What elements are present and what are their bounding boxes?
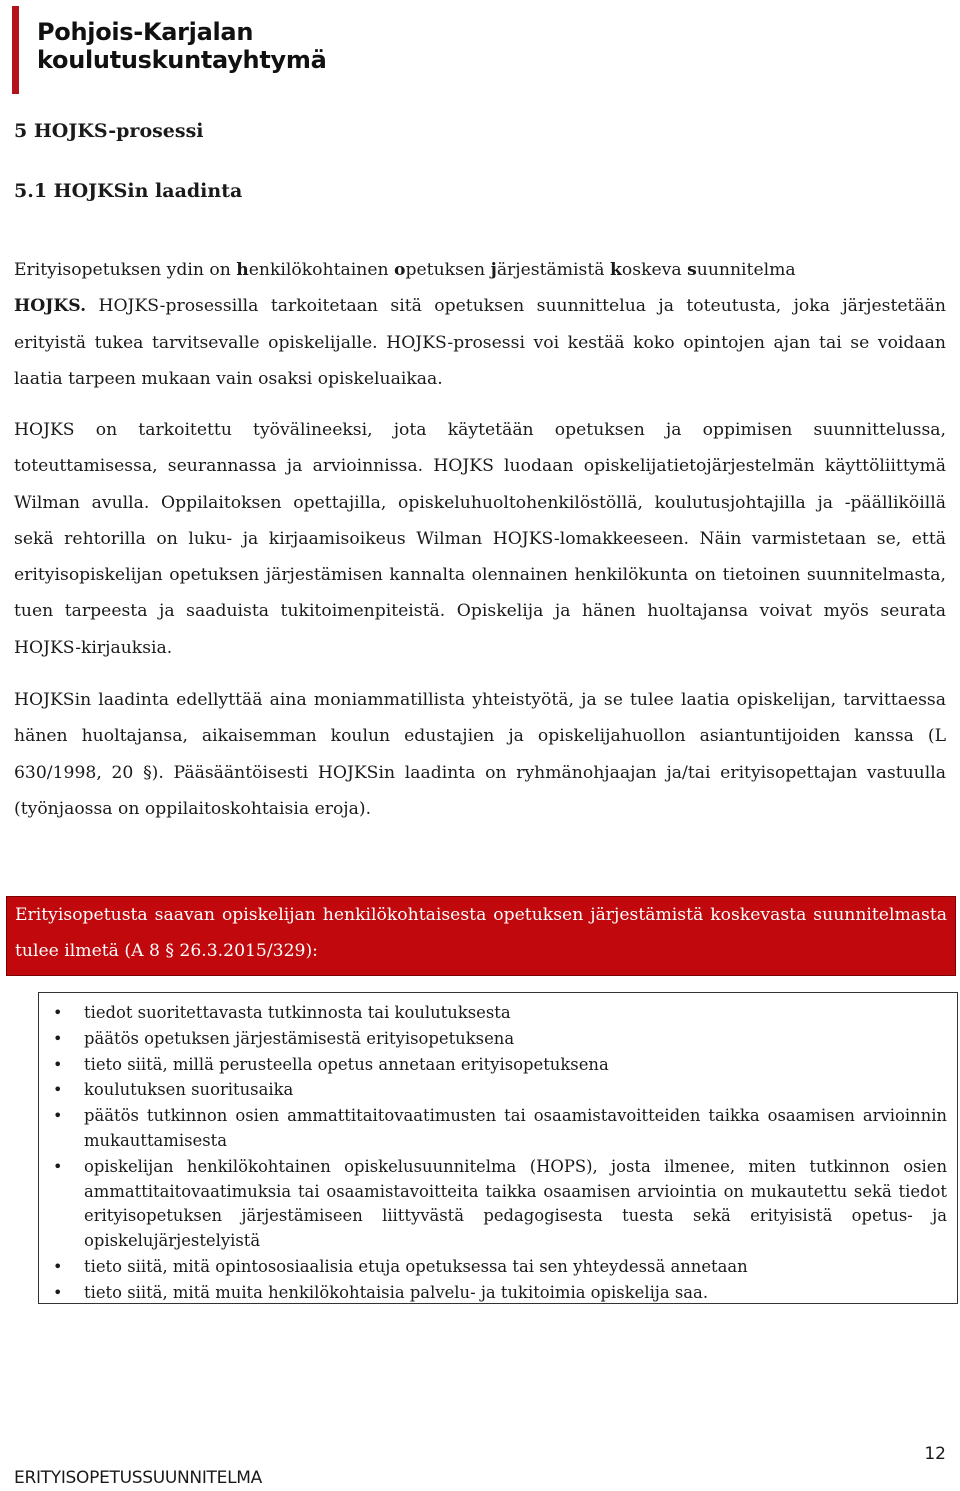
list-item: • tieto siitä, millä perusteella opetus annetaan erityisopetuksena xyxy=(53,1053,947,1078)
requirements-list xyxy=(53,1001,947,1306)
hojks-term: HOJKS. xyxy=(14,296,87,317)
list-item: • koulutuksen suoritusaika xyxy=(53,1078,947,1103)
organization-logo xyxy=(12,6,326,94)
acronym-word-rest: petuksen xyxy=(405,260,491,280)
paragraph-intro xyxy=(14,252,946,397)
acronym-initial: j xyxy=(490,260,497,280)
highlight-text: Erityisopetusta saavan opiskelijan henkilökohtaisesta opetuksen järjestämistä koskevasta suunnitelmasta tulee ilmetä (A 8 § 26.3.2015/329): xyxy=(15,905,947,962)
acronym-initial: k xyxy=(609,260,622,280)
subsection-heading: 5.1 HOJKSin laadinta xyxy=(14,180,243,202)
logo-wordmark xyxy=(37,18,326,94)
acronym-initial: o xyxy=(394,260,406,280)
page-number: 12 xyxy=(924,1444,946,1464)
intro-lead: Erityisopetuksen ydin on xyxy=(14,260,237,280)
intro-rest: HOJKS-prosessilla tarkoitetaan sitä opetuksen suunnittelua ja toteutusta, joka järjestetään erityistä tukea tarvitsevalle opiskelijalle. HOJKS-prosessi voi kestää koko opintojen ajan tai se voidaan laatia tarpeen mukaan vain osaksi opiskeluaikaa. xyxy=(14,296,946,389)
acronym-word-rest: oskeva xyxy=(621,260,688,280)
highlight-box xyxy=(6,896,956,976)
requirements-list-box xyxy=(38,992,958,1304)
logo-line-2: koulutuskuntayhtymä xyxy=(37,46,327,74)
list-item: • tieto siitä, mitä muita henkilökohtaisia palvelu- ja tukitoimia opiskelija saa. xyxy=(53,1281,947,1306)
list-item: • tieto siitä, mitä opintososiaalisia etuja opetuksessa tai sen yhteydessä annetaan xyxy=(53,1255,947,1280)
acronym-initial: h xyxy=(236,260,249,280)
list-item: • opiskelijan henkilökohtainen opiskelusuunnitelma (HOPS), josta ilmenee, miten tutkinnon osien ammattitaitovaatimuksia tai osaamistavoitteita taikka osaamisen arviointia on mukautettu sekä tiedot erityisopetuksen järjestämiseen liittyvästä pedagogisesta tuesta sekä erityisistä opetus- ja opiskelujärjestelyistä xyxy=(53,1155,947,1254)
logo-red-bar xyxy=(12,6,19,94)
list-item: • tiedot suoritettavasta tutkinnosta tai koulutuksesta xyxy=(53,1001,947,1026)
paragraph-tool: HOJKS on tarkoitettu työvälineeksi, jota käytetään opetuksen ja oppimisen suunnittelussa, toteuttamisessa, seurannassa ja arvioinnissa. HOJKS luodaan opiskelijatietojärjestelmän käyttöliittymä Wilman avulla. Oppilaitoksen opettajilla, opiskeluhuoltohenkilöstöllä, koulutusjohtajilla ja -päälliköillä sekä rehtorilla on luku- ja kirjaamisoikeus Wilman HOJKS-lomakkeeseen. Näin varmistetaan se, että erityisopiskelijan opetuksen järjestämisen kannalta olennainen henkilökunta on tietoinen suunnitelmasta, tuen tarpeesta ja saaduista tukitoimenpiteistä. Opiskelija ja hänen huoltajansa voivat myös seurata HOJKS-kirjauksia. xyxy=(14,420,946,658)
acronym-word-rest: uunnitelma xyxy=(696,260,796,280)
logo-line-1: Pohjois-Karjalan xyxy=(37,18,254,46)
acronym-initial: s xyxy=(687,260,697,280)
acronym-word-rest: ärjestämistä xyxy=(496,260,610,280)
list-item: • päätös opetuksen järjestämisestä erityisopetuksena xyxy=(53,1027,947,1052)
list-item: • päätös tutkinnon osien ammattitaitovaatimusten tai osaamistavoitteiden taikka osaamisen arvioinnin mukauttamisesta xyxy=(53,1104,947,1154)
paragraph-cooperation: HOJKSin laadinta edellyttää aina moniammatillista yhteistyötä, ja se tulee laatia opiskelijan, tarvittaessa hänen huoltajansa, aikaisemman koulun edustajien ja opiskelijahuollon asiantuntijoiden kanssa (L 630/1998, 20 §). Pääsääntöisesti HOJKSin laadinta on ryhmänohjaajan ja/tai erityisopettajan vastuulla (työnjaossa on oppilaitoskohtaisia eroja). xyxy=(14,690,946,819)
section-heading: 5 HOJKS-prosessi xyxy=(14,120,204,142)
acronym-phrase xyxy=(236,260,795,280)
footer-document-title: ERITYISOPETUSSUUNNITELMA xyxy=(14,1468,262,1488)
acronym-word-rest: enkilökohtainen xyxy=(248,260,395,280)
